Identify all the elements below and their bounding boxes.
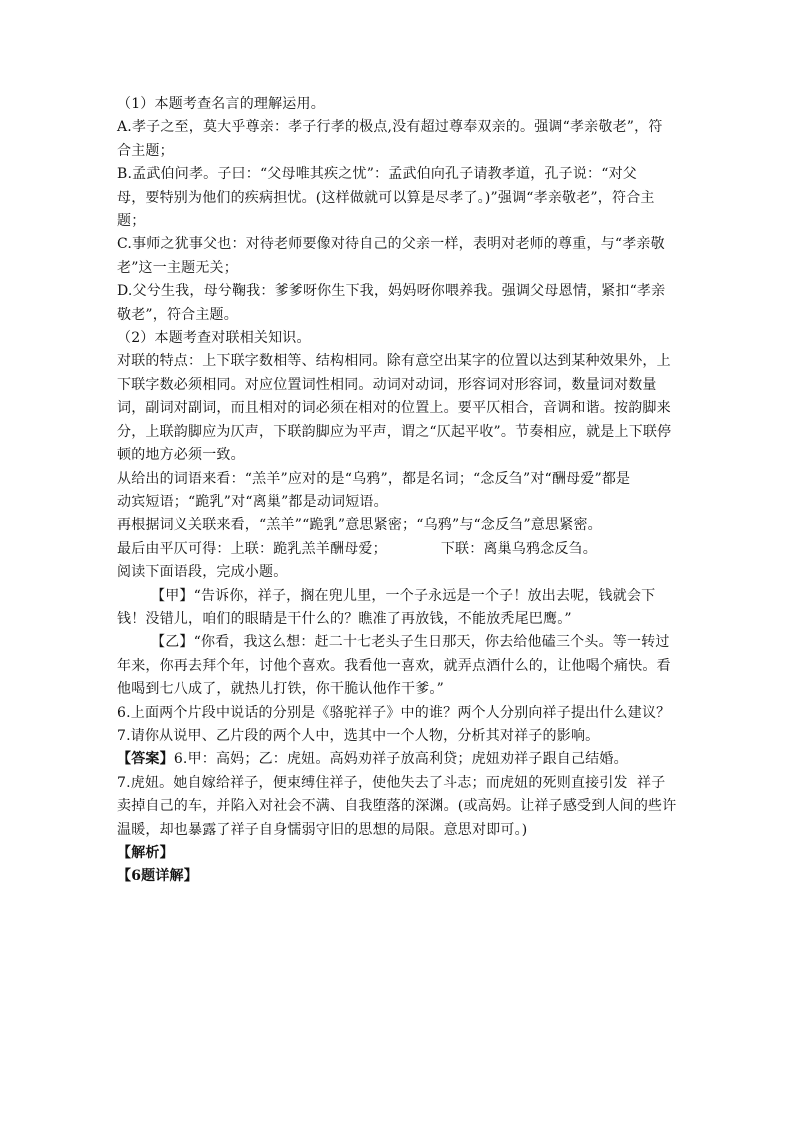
text-line: 母，要特别为他们的疾病担忧。(这样做就可以算是尽孝了。)”强调“孝亲敬老”，符合主 [117, 189, 655, 206]
answer-7-line: 温暖，却也暴露了祥子自身懦弱守旧的思想的局限。意思对即可。) [117, 821, 528, 838]
text-line: （2）本题考查对联相关知识。 [117, 330, 311, 347]
couplet-line [117, 538, 682, 561]
text-line: 题； [117, 213, 146, 230]
text-line: 动宾短语；“跪乳”对“离巢”都是动词短语。 [117, 493, 388, 510]
text-line: 再根据词义关联来看，“羔羊”“跪乳”意思紧密；“乌鸦”与“念反刍”意思紧密。 [117, 517, 602, 534]
passage-b-line: 他喝到七八成了，就热儿打铁，你干脆认他作干爹。” [117, 681, 444, 698]
passage-a-line: 钱！没错儿，咱们的眼睛是干什么的？瞧准了再放钱，不能放秃尾巴鹰。” [117, 610, 572, 627]
text-line: B.孟武伯问孝。子曰：“父母唯其疾之忧”：孟武伯向孔子请教孝道，孔子说：“对父 [117, 166, 638, 183]
text-line: C.事师之犹事父也：对待老师要像对待自己的父亲一样，表明对老师的尊重，与“孝亲敬 [117, 236, 665, 253]
passage-b-line: 年来，你再去拜个年，讨他个喜欢。我看他一喜欢，就弄点酒什么的，让他喝个痛快。看 [117, 657, 671, 674]
reading-instruction: 阅读下面语段，完成小题。 [117, 564, 288, 581]
text-line: 对联的特点：上下联字数相等、结构相同。除有意空出某字的位置以达到某种效果外，上 [117, 353, 671, 370]
text-line: D.父兮生我，母兮鞠我：爹爹呀你生下我，妈妈呀你喂养我。强调父母恩情，紧扣“孝亲 [117, 283, 666, 300]
text-line: 分，上联韵脚应为仄声，下联韵脚应为平声，谓之“仄起平收”。节奏相应，就是上下联停 [117, 423, 672, 440]
text-line: 顿的地方必须一致。 [117, 447, 245, 464]
question-7: 7.请你从说甲、乙片段的两个人中，选其中一个人物，分析其对祥子的影响。 [117, 727, 600, 744]
text-line: 词，副词对副词，而且相对的词必须在相对的位置上。要平仄相合，音调和谐。按韵脚来 [117, 400, 671, 417]
couplet-upper: 最后由平仄可得：上联：跪乳羔羊酬母爱； [117, 540, 387, 557]
answer-text: 6.甲：高妈；乙：虎妞。高妈劝祥子放高利贷；虎妞劝祥子跟自己结婚。 [173, 751, 628, 768]
text-line: 敬老”，符合主题。 [117, 306, 238, 323]
analysis-label: 【解析】 [117, 845, 174, 861]
answer-line [117, 748, 682, 771]
passage-a-line: 【甲】“告诉你，祥子，搁在兜儿里，一个子永远是一个子！放出去呢，钱就会下 [151, 587, 656, 604]
passage-b-line: 【乙】“你看，我这么想：赶二十七老头子生日那天，你去给他磕三个头。等一转过 [151, 634, 670, 651]
answer-7-line: 7.虎妞。她自嫁给祥子，便束缚住祥子，使他失去了斗志；而虎妞的死则直接引发 祥子 [117, 774, 666, 791]
text-line: A.孝子之至，莫大乎尊亲：孝子行孝的极点,没有超过尊奉双亲的。强调“孝亲敬老”，符 [117, 119, 663, 136]
text-line: （1）本题考查名言的理解运用。 [117, 96, 325, 112]
text-line: 下联字数必须相同。对应位置词性相同。动词对动词，形容词对形容词，数量词对数量 [117, 376, 657, 393]
couplet-lower: 下联：离巢乌鸦念反刍。 [440, 540, 598, 557]
text-line: 从给出的词语来看：“羔羊”应对的是“乌鸦”，都是名词；“念反刍”对“酬母爱”都是 [117, 470, 631, 487]
question-6: 6.上面两个片段中说话的分别是《骆驼祥子》中的谁？两个人分别向祥子提出什么建议？ [117, 704, 671, 721]
text-line: 合主题； [117, 142, 174, 159]
answer-label: 【答案】 [117, 751, 174, 768]
answer-7-line: 卖掉自己的车，并陷入对社会不满、自我堕落的深渊。(或高妈。让祥子感受到人间的些许 [117, 798, 677, 815]
detail-label: 【6题详解】 [117, 868, 198, 885]
text-line: 老”这一主题无关； [117, 259, 238, 276]
